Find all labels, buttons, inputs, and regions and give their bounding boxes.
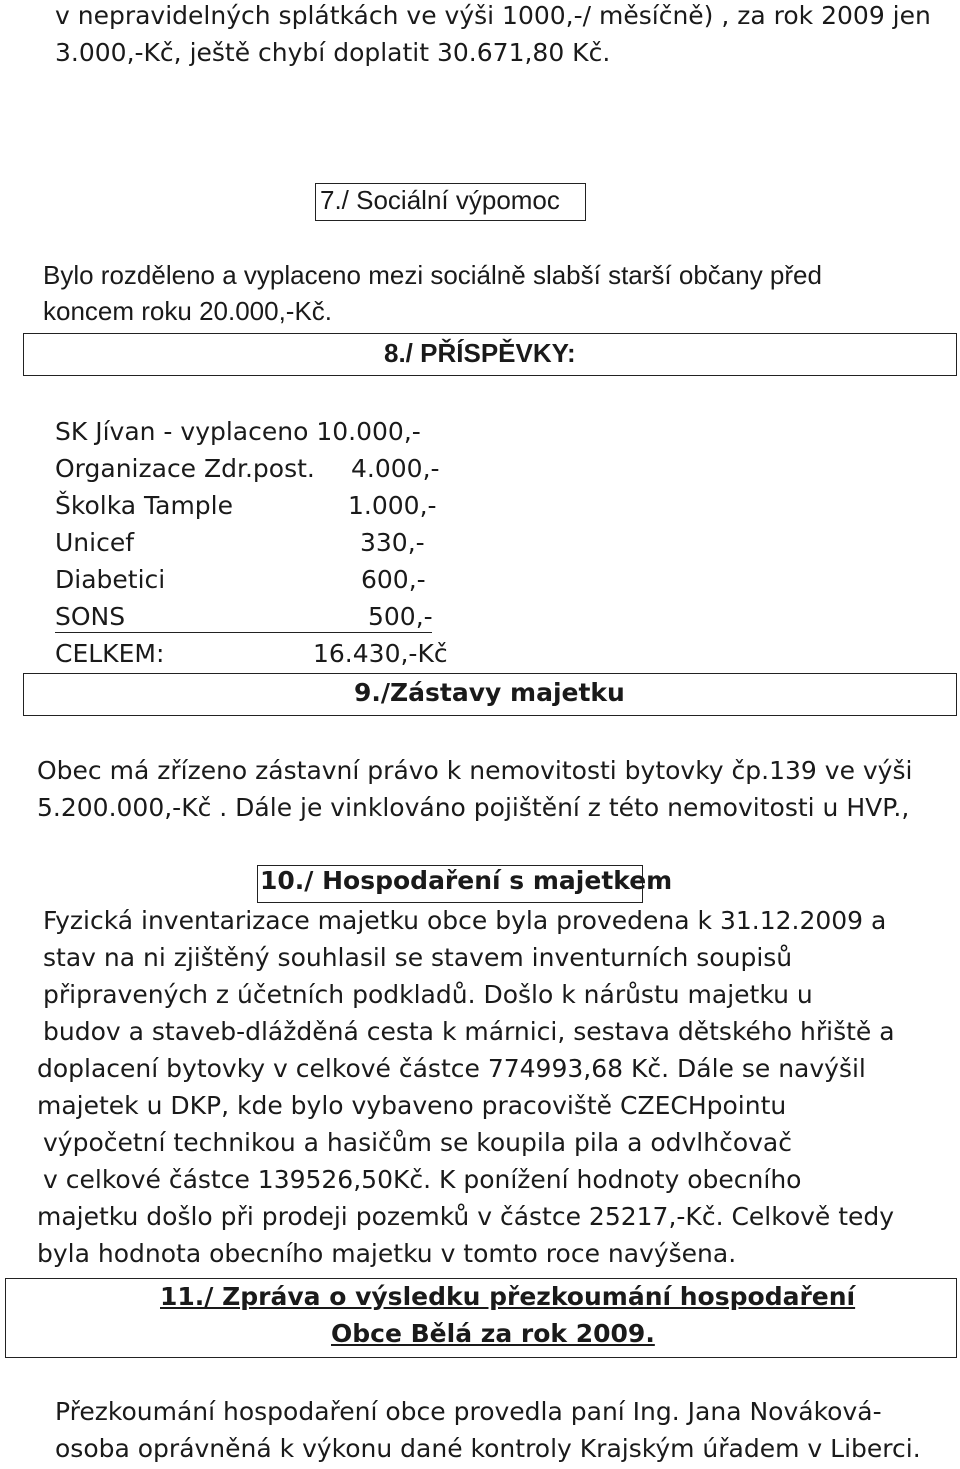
contribution-value: 600,-: [361, 565, 426, 594]
contribution-value: 4.000,-: [351, 454, 440, 483]
intro-line-2: 3.000,-Kč, ještě chybí doplatit 30.671,80 Kč.: [55, 38, 611, 67]
contribution-label: SONS: [55, 602, 126, 631]
section-7-line-1: Bylo rozděleno a vyplaceno mezi sociálně slabší starší občany před: [43, 260, 822, 290]
section-10-line: stav na ni zjištěný souhlasil se stavem inventurních soupisů: [43, 943, 793, 972]
section-10-line: budov a staveb-dlážděná cesta k márnici, sestava dětského hřiště a: [43, 1017, 895, 1046]
intro-line-1: v nepravidelných splátkách ve výši 1000,-/ měsíčně) , za rok 2009 jen: [55, 1, 931, 30]
contribution-value: 330,-: [360, 528, 425, 557]
section-7-line-2: koncem roku 20.000,-Kč.: [43, 296, 333, 326]
section-10-line: připravených z účetních podkladů. Došlo k nárůstu majetku u: [43, 980, 813, 1009]
contribution-value: 1.000,-: [348, 491, 437, 520]
section-9-heading: 9./Zástavy majetku: [354, 678, 625, 707]
contribution-label: SK Jívan - vyplaceno 10.000,-: [55, 417, 421, 446]
section-11-heading-line-1: 11./ Zpráva o výsledku přezkoumání hospodaření: [160, 1282, 856, 1311]
contribution-label: Organizace Zdr.post.: [55, 454, 315, 483]
contribution-total-label: CELKEM:: [55, 639, 165, 668]
contribution-label: Diabetici: [55, 565, 166, 594]
section-10-line: majetek u DKP, kde bylo vybaveno pracoviště CZECHpointu: [37, 1091, 787, 1120]
section-11-line-2: osoba oprávněná k výkonu dané kontroly Krajským úřadem v Liberci.: [55, 1434, 921, 1463]
section-10-heading: 10./ Hospodaření s majetkem: [260, 866, 673, 895]
contribution-value: 500,-: [368, 602, 433, 631]
section-8-heading: 8./ PŘÍSPĚVKY:: [384, 338, 576, 368]
sum-underline: [55, 632, 432, 633]
contribution-label: Školka Tample: [55, 491, 234, 520]
section-10-line: doplacení bytovky v celkové částce 774993,68 Kč. Dále se navýšil: [37, 1054, 866, 1083]
section-10-line: v celkové částce 139526,50Kč. K ponížení hodnoty obecního: [43, 1165, 802, 1194]
contribution-total-value: 16.430,-Kč: [313, 639, 448, 668]
section-10-line: majetku došlo při prodeji pozemků v částce 25217,-Kč. Celkově tedy: [37, 1202, 895, 1231]
section-9-line-1: Obec má zřízeno zástavní právo k nemovitosti bytovky čp.139 ve výši: [37, 756, 913, 785]
section-10-line: výpočetní technikou a hasičům se koupila pila a odvlhčovač: [43, 1128, 792, 1157]
section-11-line-1: Přezkoumání hospodaření obce provedla paní Ing. Jana Nováková-: [55, 1397, 882, 1426]
contribution-label: Unicef: [55, 528, 135, 557]
section-7-heading: 7./ Sociální výpomoc: [320, 185, 560, 215]
section-10-line: byla hodnota obecního majetku v tomto roce navýšena.: [37, 1239, 737, 1268]
section-11-heading-line-2: Obce Bělá za rok 2009.: [331, 1319, 655, 1348]
section-9-line-2: 5.200.000,-Kč . Dále je vinklováno pojištění z této nemovitosti u HVP.,: [37, 793, 910, 822]
section-10-line: Fyzická inventarizace majetku obce byla provedena k 31.12.2009 a: [43, 906, 887, 935]
